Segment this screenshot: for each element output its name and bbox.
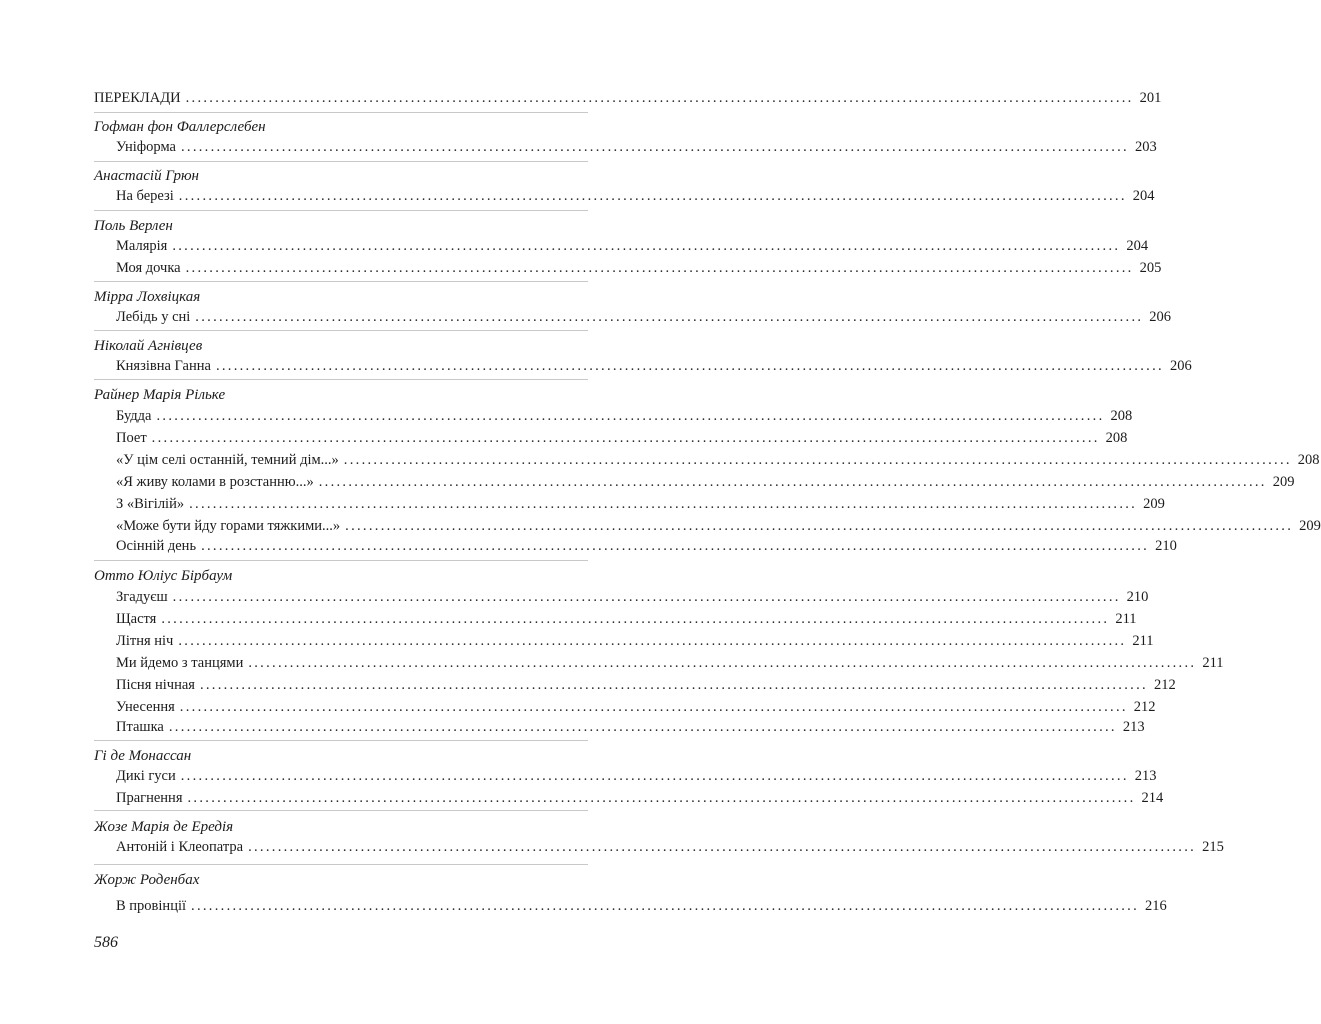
dot-leader: ................................................................................................................................................................ — [195, 309, 1144, 325]
dot-leader: ................................................................................................................................................................ — [187, 790, 1136, 806]
toc-entry[interactable] — [116, 837, 1224, 857]
entry-title: На березі — [116, 188, 174, 204]
entry-page-number: 208 — [1105, 430, 1128, 446]
entry-title: Малярія — [116, 238, 168, 254]
dot-leader: ................................................................................................................................................................ — [343, 452, 1292, 468]
toc-entry[interactable] — [116, 766, 1157, 786]
author-heading — [94, 385, 588, 405]
divider-rule — [94, 210, 588, 211]
divider-rule — [94, 560, 588, 561]
author-name: Мірра Лохвіцкая — [94, 289, 201, 305]
entry-page-number: 206 — [1149, 309, 1172, 325]
toc-entry[interactable] — [116, 675, 1176, 695]
author-name: Райнер Марія Рільке — [94, 387, 226, 403]
author-name: Ніколай Агнівцев — [94, 338, 203, 354]
divider-rule — [94, 740, 588, 741]
toc-entry[interactable] — [116, 236, 1149, 256]
author-name: Анастасій Грюн — [94, 168, 199, 184]
toc-entry[interactable] — [116, 717, 1145, 737]
divider-rule — [94, 112, 588, 113]
entry-title: Згадуєш — [116, 589, 168, 605]
entry-page-number: 215 — [1202, 839, 1224, 855]
entry-title: «У цім селі останній, темний дім...» — [116, 452, 339, 468]
author-heading — [94, 566, 588, 586]
author-heading — [94, 870, 588, 890]
entry-page-number: 208 — [1110, 408, 1133, 424]
entry-page-number: 203 — [1134, 139, 1157, 155]
entry-page-number: 206 — [1169, 358, 1192, 374]
entry-page-number: 209 — [1143, 496, 1165, 512]
entry-page-number: 211 — [1132, 633, 1154, 649]
toc-entry[interactable] — [116, 653, 1224, 673]
entry-title: Ми йдемо з танцями — [116, 655, 244, 671]
divider-rule — [94, 281, 588, 282]
toc-entry[interactable] — [116, 186, 1155, 206]
entry-title: Літня ніч — [116, 633, 174, 649]
dot-leader: ................................................................................................................................................................ — [179, 699, 1128, 715]
dot-leader: ................................................................................................................................................................ — [191, 898, 1140, 914]
entry-title: Антоній і Клеопатра — [116, 839, 244, 855]
entry-title: В провінції — [116, 898, 187, 914]
entry-page-number: 209 — [1272, 474, 1295, 490]
entry-title: Пташка — [116, 719, 164, 735]
entry-title: Осінній день — [116, 538, 197, 554]
dot-leader: ................................................................................................................................................................ — [156, 408, 1105, 424]
toc-entry[interactable] — [116, 472, 1295, 492]
dot-leader: ................................................................................................................................................................ — [178, 633, 1127, 649]
dot-leader: ................................................................................................................................................................ — [178, 188, 1127, 204]
entry-title: Дикі гуси — [116, 768, 176, 784]
author-heading — [94, 117, 588, 137]
entry-title: Князівна Ганна — [116, 358, 211, 374]
dot-leader: ................................................................................................................................................................ — [161, 611, 1110, 627]
toc-entry[interactable] — [116, 788, 1164, 808]
entry-page-number: 209 — [1299, 518, 1321, 534]
entry-page-number: 201 — [1139, 90, 1162, 106]
entry-title: Уніформа — [116, 139, 176, 155]
author-heading — [94, 336, 588, 356]
section-heading[interactable] — [94, 88, 1162, 108]
toc-entry[interactable] — [116, 258, 1162, 278]
author-name: Жозе Марія де Ередія — [94, 819, 234, 835]
author-name: Жорж Роденбах — [94, 872, 200, 888]
author-heading — [94, 817, 588, 837]
divider-rule — [94, 864, 588, 865]
entry-page-number: 213 — [1134, 768, 1157, 784]
toc-entry[interactable] — [116, 516, 1321, 536]
dot-leader: ................................................................................................................................................................ — [172, 238, 1121, 254]
toc-entry[interactable] — [116, 609, 1137, 629]
toc-entry[interactable] — [116, 494, 1165, 514]
author-name: Отто Юліус Бірбаум — [94, 568, 233, 584]
author-heading — [94, 166, 588, 186]
entry-title: З «Вігілій» — [116, 496, 185, 512]
author-name: Гі де Монассан — [94, 748, 192, 764]
dot-leader: ................................................................................................................................................................ — [318, 474, 1267, 490]
toc-entry[interactable] — [116, 587, 1149, 607]
entry-page-number: 212 — [1153, 677, 1176, 693]
dot-leader: ................................................................................................................................................................ — [201, 538, 1150, 554]
dot-leader: ................................................................................................................................................................ — [180, 139, 1129, 155]
entry-page-number: 208 — [1297, 452, 1320, 468]
entry-title: Прагнення — [116, 790, 183, 806]
toc-entry[interactable] — [116, 356, 1192, 376]
entry-page-number: 210 — [1126, 589, 1149, 605]
toc-entry[interactable] — [116, 450, 1320, 470]
toc-entry[interactable] — [116, 137, 1157, 157]
entry-title: ПЕРЕКЛАДИ — [94, 90, 181, 106]
entry-page-number: 212 — [1133, 699, 1156, 715]
entry-title: Пісня нічная — [116, 677, 195, 693]
dot-leader: ................................................................................................................................................................ — [189, 496, 1138, 512]
dot-leader: ................................................................................................................................................................ — [248, 839, 1197, 855]
dot-leader: ................................................................................................................................................................ — [185, 90, 1134, 106]
dot-leader: ................................................................................................................................................................ — [215, 358, 1164, 374]
entry-title: Будда — [116, 408, 152, 424]
toc-entry[interactable] — [116, 406, 1133, 426]
entry-page-number: 211 — [1202, 655, 1224, 671]
dot-leader: ................................................................................................................................................................ — [345, 518, 1294, 534]
toc-entry[interactable] — [116, 428, 1128, 448]
divider-rule — [94, 810, 588, 811]
author-heading — [94, 746, 588, 766]
entry-page-number: 204 — [1132, 188, 1155, 204]
entry-page-number: 210 — [1155, 538, 1177, 554]
entry-page-number: 214 — [1141, 790, 1164, 806]
entry-page-number: 213 — [1122, 719, 1145, 735]
page-number: 586 — [94, 934, 118, 951]
entry-title: Лебідь у сні — [116, 309, 191, 325]
dot-leader: ................................................................................................................................................................ — [248, 655, 1197, 671]
divider-rule — [94, 379, 588, 380]
dot-leader: ................................................................................................................................................................ — [180, 768, 1129, 784]
entry-title: Щастя — [116, 611, 157, 627]
toc-entry[interactable] — [116, 631, 1154, 651]
dot-leader: ................................................................................................................................................................ — [185, 260, 1134, 276]
toc-entry[interactable] — [116, 896, 1167, 916]
entry-page-number: 216 — [1145, 898, 1167, 914]
entry-title: Поет — [116, 430, 147, 446]
author-name: Гофман фон Фаллерслебен — [94, 119, 266, 135]
dot-leader: ................................................................................................................................................................ — [172, 589, 1121, 605]
divider-rule — [94, 330, 588, 331]
divider-rule — [94, 161, 588, 162]
toc-entry[interactable] — [116, 307, 1172, 327]
entry-title: «Я живу колами в розстанню...» — [116, 474, 314, 490]
toc-entry[interactable] — [116, 536, 1177, 556]
entry-page-number: 205 — [1139, 260, 1162, 276]
entry-page-number: 211 — [1115, 611, 1137, 627]
dot-leader: ................................................................................................................................................................ — [151, 430, 1100, 446]
author-name: Поль Верлен — [94, 218, 173, 234]
entry-title: Унесення — [116, 699, 175, 715]
entry-title: Моя дочка — [116, 260, 181, 276]
entry-page-number: 204 — [1126, 238, 1149, 254]
author-heading — [94, 216, 588, 236]
dot-leader: ................................................................................................................................................................ — [199, 677, 1148, 693]
dot-leader: ................................................................................................................................................................ — [168, 719, 1117, 735]
entry-title: «Може бути йду горами тяжкими...» — [116, 518, 341, 534]
author-heading — [94, 287, 588, 307]
toc-entry[interactable] — [116, 697, 1156, 717]
